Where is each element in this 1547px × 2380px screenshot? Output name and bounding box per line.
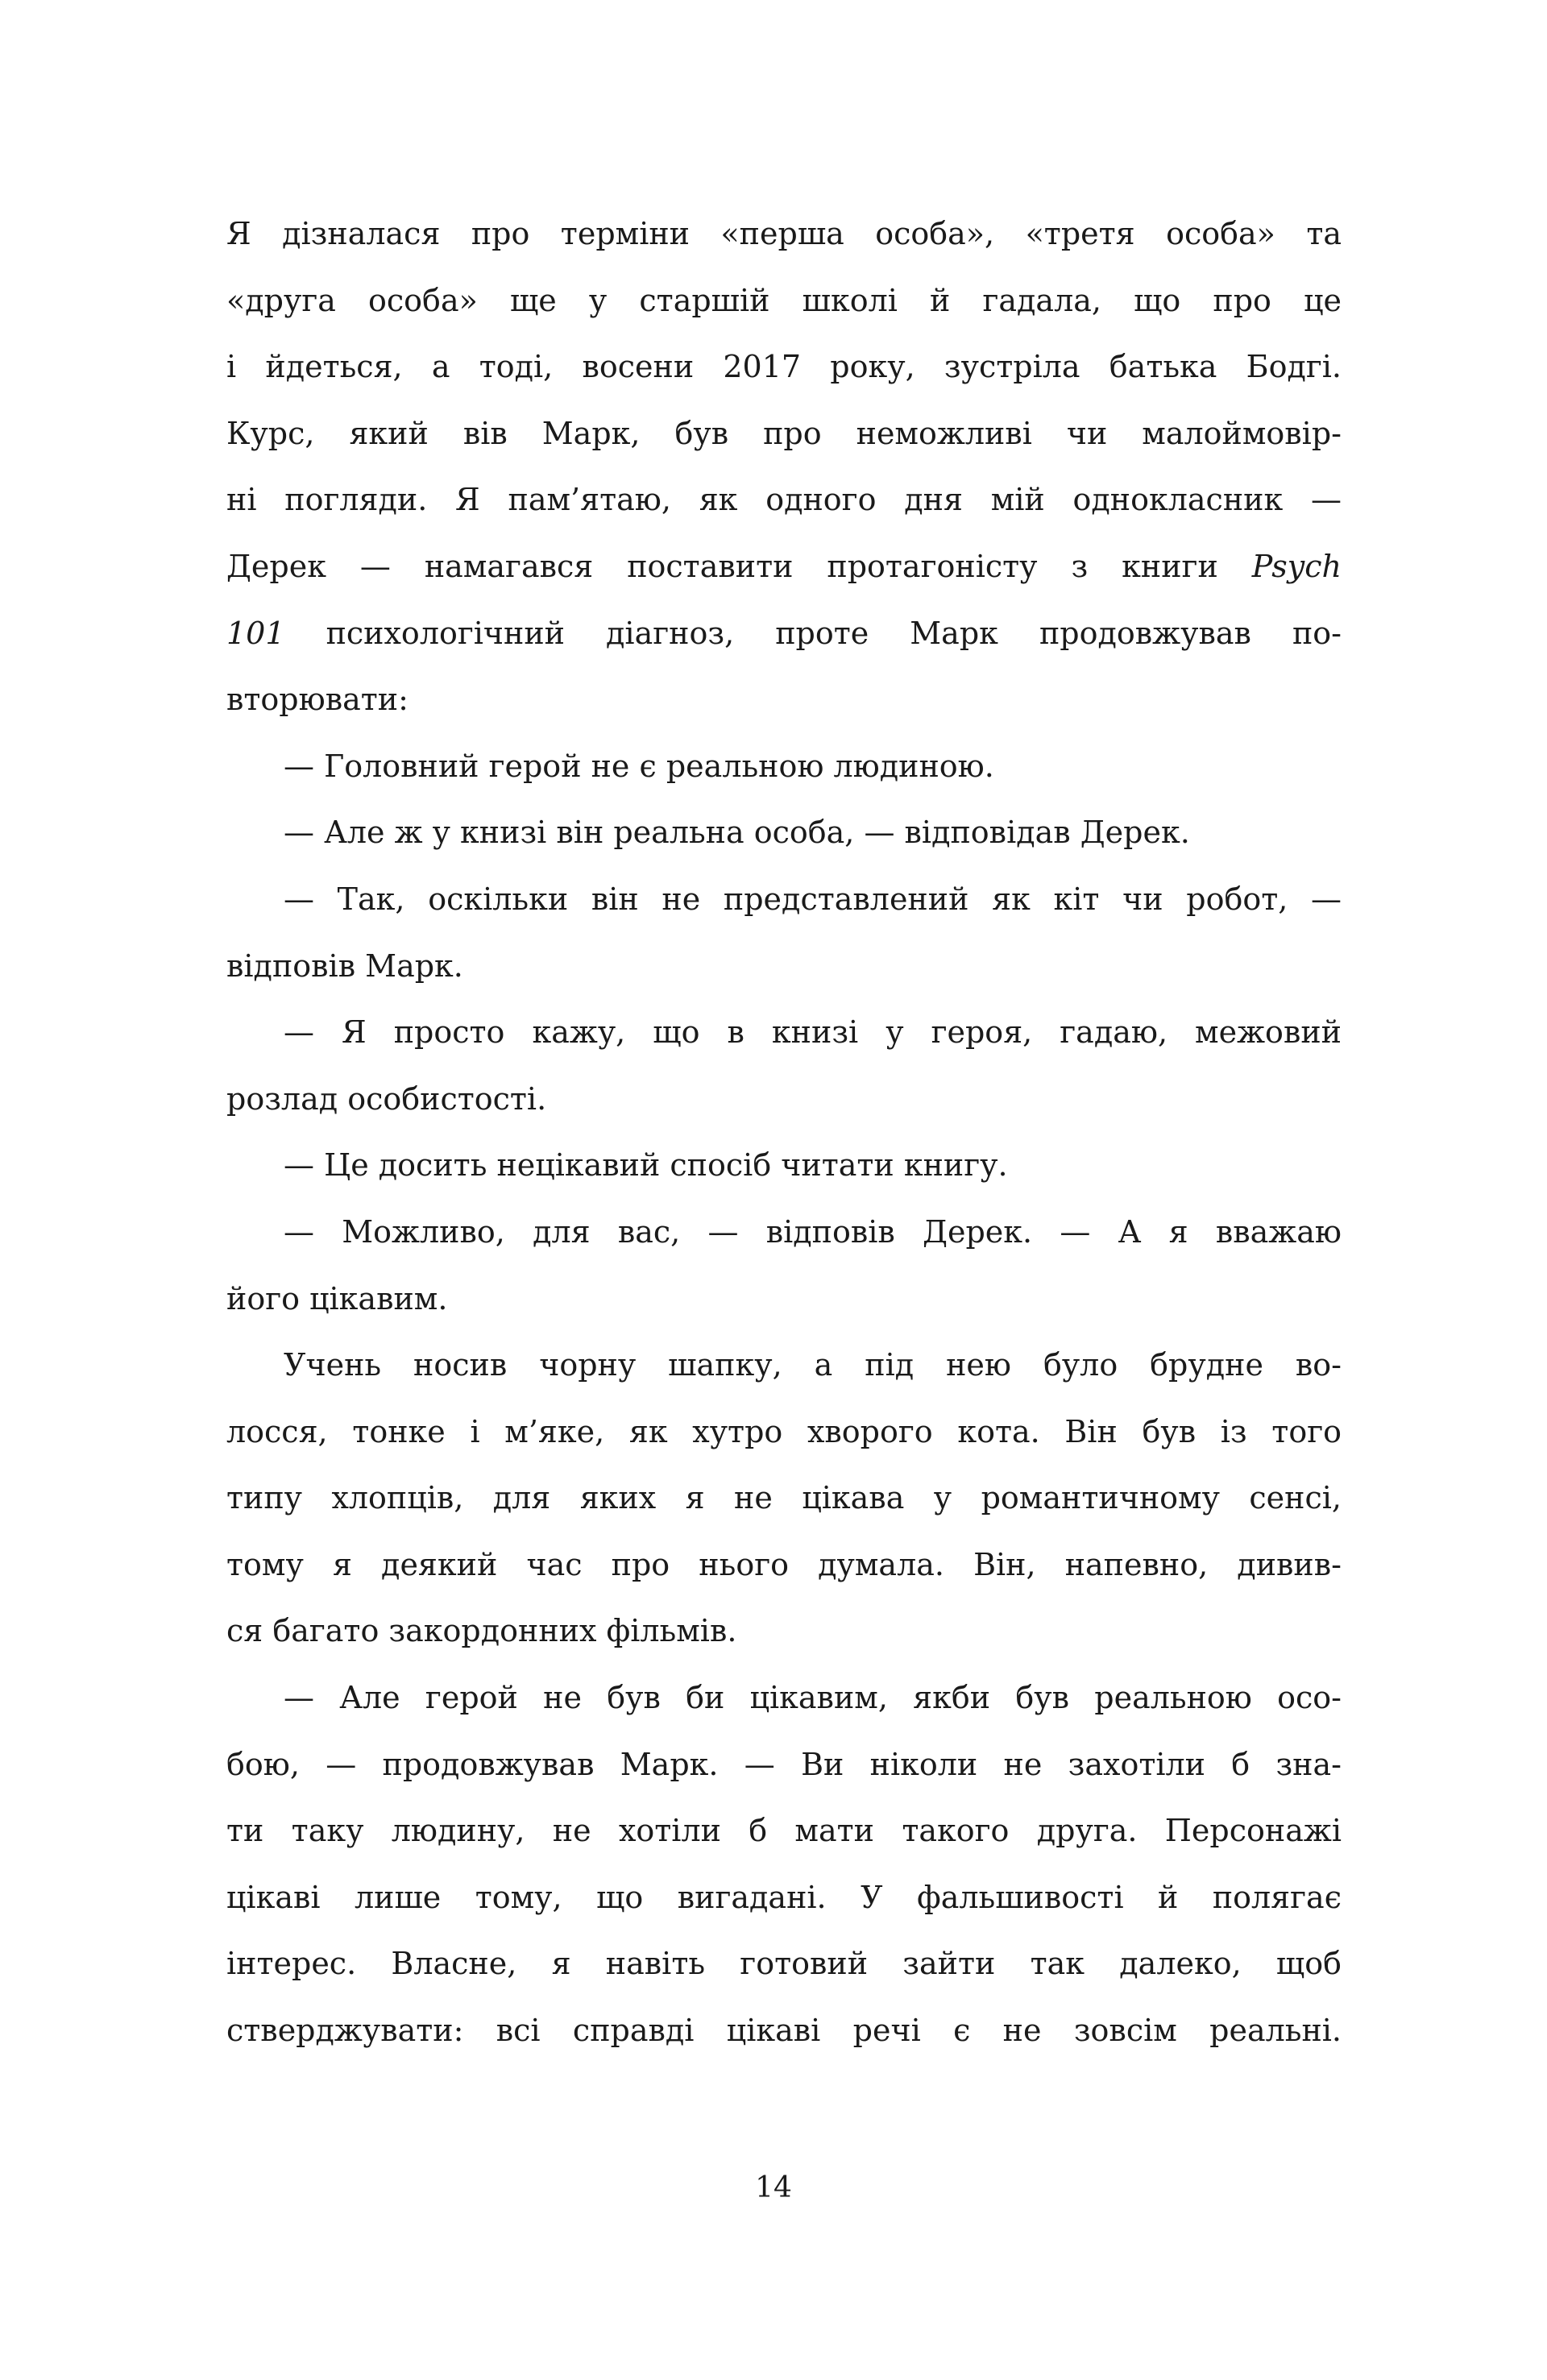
italic-text: Psych bbox=[1251, 548, 1342, 584]
text-line bbox=[226, 1532, 1342, 1598]
text-span: відповів Марк. bbox=[226, 947, 463, 984]
text-span: Дерек — намагався поставити протагоністу з книги bbox=[226, 548, 1252, 584]
text-span: і йдеться, а тоді, восени 2017 року, зустріла батька Бодгі. bbox=[226, 349, 1342, 385]
text-span: розлад особистості. bbox=[226, 1080, 547, 1117]
text-span: — Головний герой не є реальною людиною. bbox=[284, 748, 994, 784]
text-line bbox=[226, 1665, 1342, 1731]
text-line bbox=[226, 201, 1342, 267]
text-span: інтерес. Власне, я навіть готовий зайти так далеко, щоб bbox=[226, 1946, 1342, 1982]
text-line bbox=[226, 866, 1342, 933]
text-span: його цікавим. bbox=[226, 1280, 448, 1316]
text-line bbox=[226, 1864, 1342, 1931]
text-line bbox=[226, 1997, 1342, 2064]
text-line bbox=[226, 1465, 1342, 1532]
text-line bbox=[226, 1797, 1342, 1864]
text-span: тому я деякий час про нього думала. Він, напевно, дивив- bbox=[226, 1546, 1342, 1582]
text-line bbox=[226, 1332, 1342, 1399]
text-line bbox=[226, 733, 1342, 800]
page-number: 14 bbox=[755, 2171, 792, 2204]
text-span: — Це досить нецікавий спосіб читати книгу. bbox=[284, 1147, 1008, 1184]
text-line bbox=[226, 267, 1342, 334]
text-line bbox=[226, 1930, 1342, 1997]
text-line bbox=[226, 400, 1342, 467]
text-span: — Так, оскільки він не представлений як кіт чи робот, — bbox=[284, 881, 1342, 917]
text-span: вторювати: bbox=[226, 682, 409, 718]
text-span: Я дізналася про терміни «перша особа», «третя особа» та bbox=[226, 216, 1342, 251]
text-span: Учень носив чорну шапку, а під нею було брудне во- bbox=[284, 1347, 1342, 1383]
text-line bbox=[226, 999, 1342, 1066]
text-span: типу хлопців, для яких я не цікава у романтичному сенсі, bbox=[226, 1480, 1342, 1516]
text-line bbox=[226, 1199, 1342, 1266]
text-line bbox=[226, 1731, 1342, 1798]
text-line bbox=[226, 600, 1342, 667]
text-span: — Я просто кажу, що в книзі у героя, гадаю, межовий bbox=[284, 1014, 1342, 1051]
text-span: лосся, тонке і м’яке, як хутро хворого кота. Він був із того bbox=[226, 1413, 1342, 1449]
text-span: ся багато закордонних фільмів. bbox=[226, 1613, 737, 1649]
text-span: бою, — продовжував Марк. — Ви ніколи не захотіли б зна- bbox=[226, 1746, 1342, 1782]
text-line bbox=[226, 1598, 1342, 1665]
text-line bbox=[226, 1132, 1342, 1199]
text-span: «друга особа» ще у старшій школі й гадала, що про це bbox=[226, 282, 1342, 318]
text-span: Курс, який вів Марк, був про неможливі чи малоймовір- bbox=[226, 415, 1342, 451]
italic-text: 101 bbox=[226, 615, 285, 651]
text-line bbox=[226, 334, 1342, 400]
text-line bbox=[226, 466, 1342, 533]
text-span: стверджувати: всі справді цікаві речі є не зовсім реальні. bbox=[226, 2013, 1342, 2049]
text-line bbox=[226, 799, 1342, 866]
text-span: — Можливо, для вас, — відповів Дерек. — А я вважаю bbox=[284, 1213, 1342, 1250]
text-line bbox=[226, 1066, 1342, 1133]
text-span: — Але герой не був би цікавим, якби був реальною осо- bbox=[284, 1680, 1342, 1716]
text-span: — Але ж у книзі він реальна особа, — відповідав Дерек. bbox=[284, 815, 1190, 851]
text-line bbox=[226, 1266, 1342, 1333]
text-span: психологічний діагноз, проте Марк продовжував по- bbox=[284, 615, 1342, 651]
text-line bbox=[226, 1399, 1342, 1466]
text-span: ти таку людину, не хотіли б мати такого друга. Персонажі bbox=[226, 1813, 1342, 1849]
text-line bbox=[226, 933, 1342, 1000]
text-span: цікаві лише тому, що вигадані. У фальшивості й полягає bbox=[226, 1879, 1342, 1915]
page-body-text bbox=[226, 201, 1342, 2064]
text-line bbox=[226, 533, 1342, 600]
text-span: ні погляди. Я пам’ятаю, як одного дня мій однокласник — bbox=[226, 482, 1342, 518]
text-line bbox=[226, 666, 1342, 733]
